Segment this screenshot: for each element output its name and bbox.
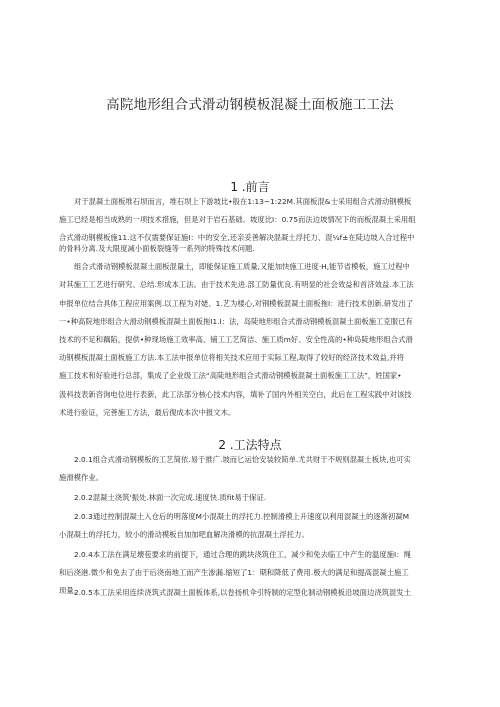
text-line: 2.0.1组合式滑动钢模板的工艺简依.易于推广.坡而匕运恰安装较简单.尤共财于不规则混凝土板块,也可实 xyxy=(74,455,411,464)
document-title: 高院地形组合式滑动钢模板混凝土面板施工工法 xyxy=(106,97,394,113)
text-line: 施工已经是相当成熟的一项技术措施，但是对于岩石基础、坡度比I：0.75而法边坡情况下的而板混凝土采用组 xyxy=(59,215,416,225)
text-line: 施滑模作业。 xyxy=(59,473,104,483)
text-line: 术进行验证，完善施工方法，最后復成本次中报文木。 xyxy=(59,407,236,417)
text-line: 申报单位结合具体工程应用案例.以工程为对姥、1.艺为楼心,对钢模板混凝土面板拖I：进行技术创新.研发出了 xyxy=(59,298,414,308)
text-line: 顼量。 xyxy=(59,586,82,596)
preface-paragraph-2 xyxy=(59,240,441,422)
feature-item-1 xyxy=(59,451,441,487)
text-line: 的骨料分离.及大限度减小面板裂缝等一系列的特殊技术问题. xyxy=(59,244,255,253)
feature-item-2 xyxy=(59,489,441,507)
text-line: 动钢模板混凝土面板施工方法.本工法申报单位将相关技术应用于实际工程,取得了较好的经济技术效益,并将 xyxy=(59,353,405,363)
section-heading-features: 2 .工法特点 xyxy=(218,438,282,452)
text-line: 合式滑动钢模板施11.这不仅需要保证施I：中的安全,还亲妥善解决混凝土浮托力、混¼f±在陡边坡入合过程中 xyxy=(59,233,415,243)
text-line: 对于混凝土面板堆石坝而言，堆石坝上下游坡比•般在1:13~1:22M.其面板混&士采用组合式滑动钢模板 xyxy=(74,197,412,206)
text-line: 施工技术和好验进行总部，集成了企业级工法“高陡地形组合式滑动钢模板混凝土面板施工工法”，姓国家• xyxy=(59,371,402,381)
text-line: 2.0.3通过控制混凝土入仓后的明落度M小混凝土的浮托力.控制滑模上升速度以利用混凝土的逐渐初凝M xyxy=(74,512,410,521)
text-line: 技术的不足和藕陷，提供•种现场施工效率高、铺工工艺简洁、施工质m好、安全性高的•种岛陡地形组合式滑 xyxy=(59,335,413,345)
text-line: 2.0.2混凝土浇筑'振处.林面一次完成.速度快.质fit易于保证. xyxy=(74,493,267,502)
text-line: 2.0.4本工法在满足壊苞要求的前提下，通过合理的跳块浇筑住工，减少和免去临工中产生的温度施I：绳 xyxy=(74,550,411,559)
text-line: 对其施工工艺进行研究、总结.形成本工法。由于技术先进.部工防量优良.有明显的社会效益和首济效益.本工法 xyxy=(59,280,414,290)
text-line: 一•种高院地形组合大滑动钢模板混凝土面板拖I1.I：法，岛陡地形组合式滑动钢模板混凝土面板施工克服已有 xyxy=(59,316,413,326)
text-line: 和后浇港.微少和免去了由于后浇南地工而产生渗漏.缩短了1：期和降低了费用.极大的满足和提高混凝土施工 xyxy=(59,568,409,578)
text-line: 小混凝土的浮托力，较小的滑动模板自加加吧血解决滑模的抗混凝土浮托力。 xyxy=(59,530,309,540)
text-line: 2.0.5本工法采用连续浇筑式混凝土面板体系,以卷扬机伞引特制的定型化制动钢模板沿坡面边浇筑混发土 xyxy=(74,588,412,597)
text-line: 汲科技表新咨询电位进行表新，此工法部分核心技术内容，填补了国内外相关空白，此后在工程实践中对该技 xyxy=(59,389,412,399)
feature-item-3 xyxy=(59,508,441,544)
text-line: 组合式滑动钢模板混凝土面板混量土，即能保证施工质量,又能加快施工进度·H,能节省模板，施工过程中 xyxy=(74,262,410,272)
section-heading-preface: 1 .前言 xyxy=(230,180,270,194)
feature-item-5 xyxy=(59,584,441,602)
